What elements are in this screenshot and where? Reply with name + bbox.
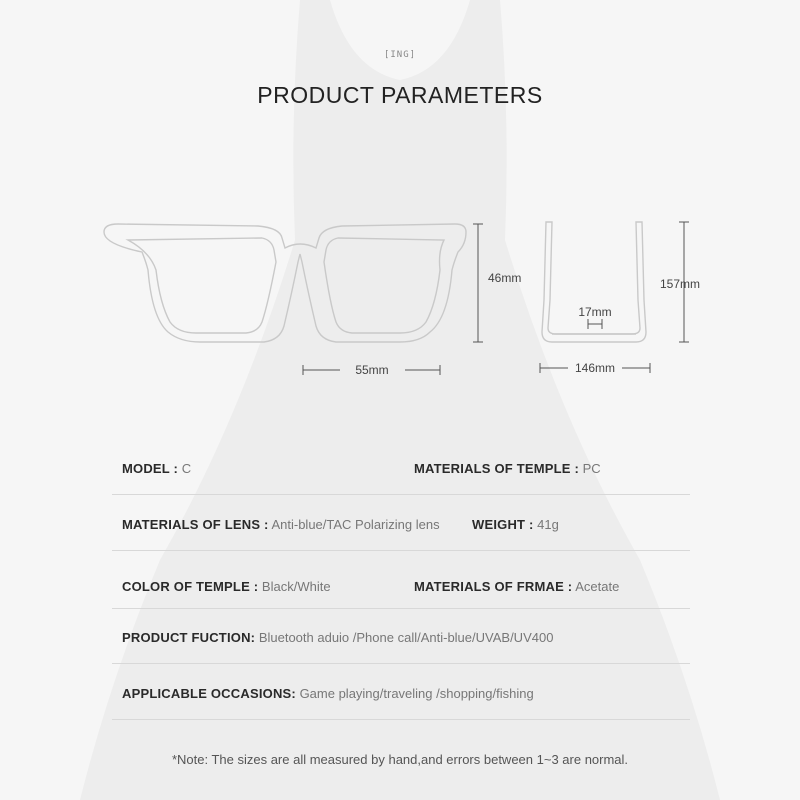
- lens-height-label: 46mm: [488, 271, 522, 285]
- frame-material-label: MATERIALS OF FRMAE :: [414, 579, 573, 594]
- bridge-label: 17mm: [578, 305, 612, 319]
- occasions-label: APPLICABLE OCCASIONS:: [122, 686, 296, 701]
- glasses-front-view: [104, 224, 466, 342]
- weight-value: 41g: [537, 517, 559, 532]
- temple-material-value: PC: [582, 461, 601, 476]
- lens-material-value: Anti-blue/TAC Polarizing lens: [271, 517, 440, 532]
- function-label: PRODUCT FUCTION:: [122, 630, 256, 645]
- temple-color-value: Black/White: [261, 579, 331, 594]
- frame-material-value: Acetate: [575, 579, 620, 594]
- divider: [112, 608, 690, 609]
- frame-width-label: 146mm: [574, 361, 616, 375]
- temple-material-label: MATERIALS OF TEMPLE :: [414, 461, 580, 476]
- temple-color-label: COLOR OF TEMPLE :: [122, 579, 259, 594]
- weight-label: WEIGHT :: [472, 517, 534, 532]
- model-value: C: [181, 461, 192, 476]
- temple-length-label: 157mm: [660, 277, 701, 291]
- bridge-dimension: [588, 319, 602, 329]
- section-tag: [ING]: [383, 50, 417, 60]
- divider: [112, 550, 690, 551]
- measurement-note: *Note: The sizes are all measured by hand,and errors between 1~3 are normal.: [171, 752, 629, 767]
- function-value: Bluetooth aduio /Phone call/Anti-blue/UVAB/UV400: [258, 630, 554, 645]
- lens-height-dimension: [473, 224, 483, 342]
- divider: [112, 663, 690, 664]
- lens-material-label: MATERIALS OF LENS :: [122, 517, 269, 532]
- divider: [112, 494, 690, 495]
- model-label: MODEL :: [122, 461, 179, 476]
- divider: [112, 719, 690, 720]
- page-title: PRODUCT PARAMETERS: [257, 82, 543, 108]
- occasions-value: Game playing/traveling /shopping/fishing: [299, 686, 534, 701]
- lens-width-label: 55mm: [355, 363, 389, 377]
